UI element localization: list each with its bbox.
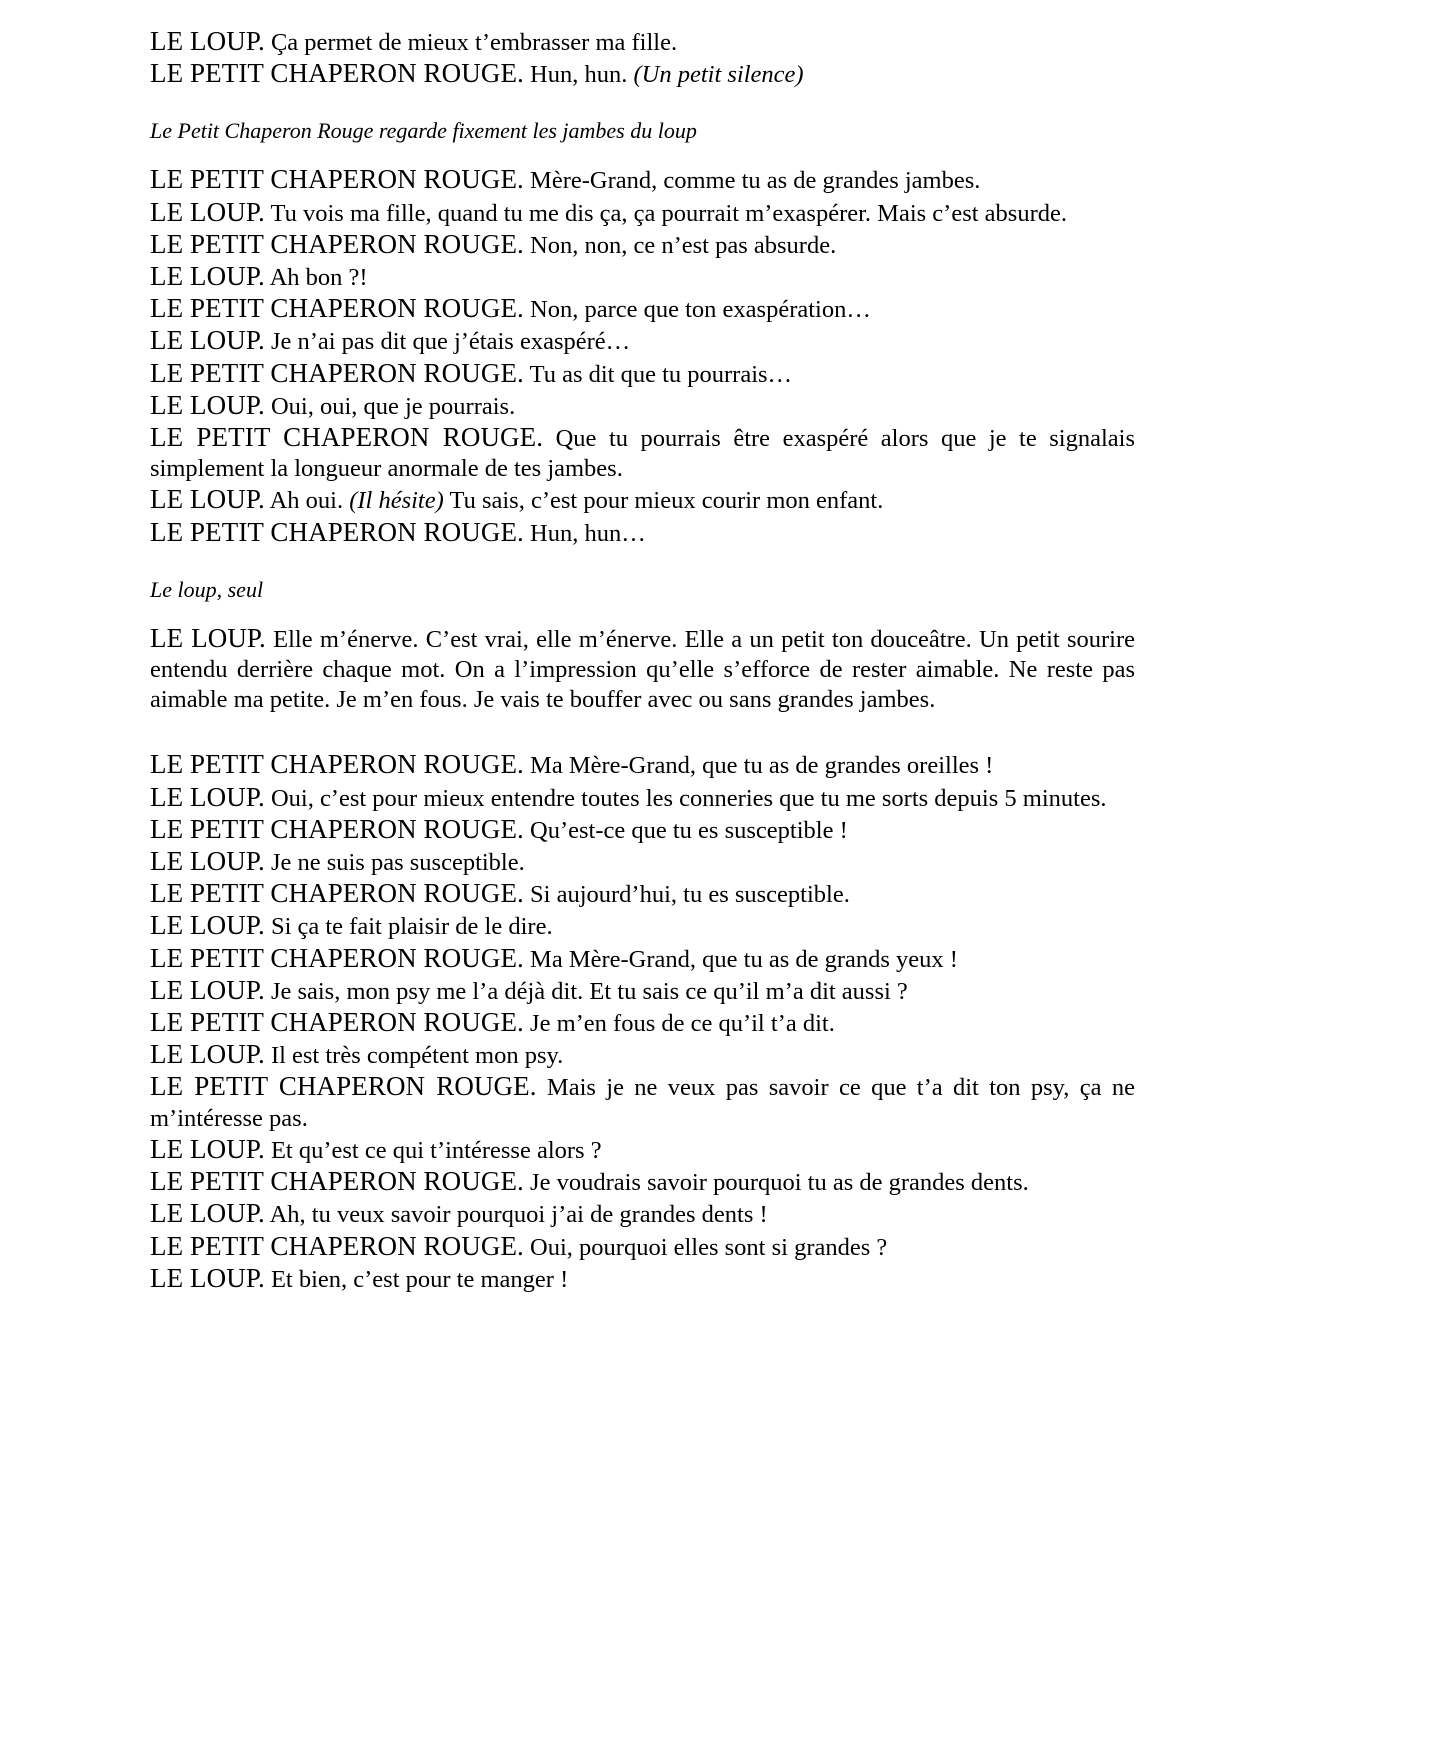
dialogue-line xyxy=(150,1134,1135,1166)
speaker-label: LE PETIT CHAPERON ROUGE. xyxy=(150,878,524,909)
speaker-label: LE LOUP. xyxy=(150,846,265,877)
speaker-label: LE PETIT CHAPERON ROUGE. xyxy=(150,813,524,844)
dialogue-text: Non, parce que ton exaspération… xyxy=(523,296,871,324)
monologue-text: Elle m’énerve. C’est vrai, elle m’énerve. Elle a un petit ton douceâtre. Un petit sourire entendu derrière chaque mot. On a l’impression qu’elle s’efforce de rester aimable. Ne reste pas aimable ma petite. Je m’en fous. Je vais te bouffer avec ou sans grandes jambes. xyxy=(150,625,1135,714)
speaker-label: LE LOUP. xyxy=(150,781,265,812)
dialogue-line xyxy=(150,910,1135,942)
dialogue-text: Tu vois ma fille, quand tu me dis ça, ça pourrait m’exaspérer. Mais c’est absurde. xyxy=(264,199,1067,227)
dialogue-text: Je sais, mon psy me l’a déjà dit. Et tu sais ce qu’il m’a dit aussi ? xyxy=(264,977,908,1005)
dialogue-text: Et qu’est ce qui t’intéresse alors ? xyxy=(264,1136,602,1164)
dialogue-text-after: Tu sais, c’est pour mieux courir mon enfant. xyxy=(443,487,884,515)
speaker-label: LE PETIT CHAPERON ROUGE. xyxy=(150,1007,524,1038)
inline-stage-direction: (Il hésite) xyxy=(349,487,444,515)
dialogue-line xyxy=(150,943,1135,975)
dialogue-line xyxy=(150,1039,1135,1071)
dialogue-text: Hun, hun… xyxy=(523,519,646,547)
dialogue-line xyxy=(150,1007,1135,1039)
script-body xyxy=(150,26,1135,1295)
speaker-label: LE PETIT CHAPERON ROUGE. xyxy=(150,357,524,388)
dialogue-line xyxy=(150,1231,1135,1263)
dialogue-line xyxy=(150,197,1135,229)
speaker-label: LE PETIT CHAPERON ROUGE. xyxy=(150,1166,524,1197)
dialogue-line xyxy=(150,814,1135,846)
stage-direction: Le Petit Chaperon Rouge regarde fixement les jambes du loup xyxy=(150,118,697,144)
speaker-label: LE PETIT CHAPERON ROUGE. xyxy=(150,516,524,547)
dialogue-line xyxy=(150,229,1135,261)
dialogue-text-before: Ah oui. xyxy=(264,487,350,515)
dialogue-line xyxy=(150,26,1135,58)
spacer xyxy=(150,90,1135,116)
speaker-label: LE LOUP. xyxy=(150,325,265,356)
dialogue-line xyxy=(150,517,1135,549)
speaker-label: LE PETIT CHAPERON ROUGE. xyxy=(150,164,524,195)
dialogue-text: Oui, oui, que je pourrais. xyxy=(264,392,516,420)
dialogue-line xyxy=(150,782,1135,814)
speaker-label: LE LOUP. xyxy=(150,1198,265,1229)
dialogue-line xyxy=(150,878,1135,910)
dialogue-text: Et bien, c’est pour te manger ! xyxy=(264,1265,569,1293)
dialogue-line xyxy=(150,846,1135,878)
speaker-label: LE LOUP. xyxy=(150,1039,265,1070)
dialogue-text: Il est très compétent mon psy. xyxy=(264,1042,564,1070)
speaker-label: LE LOUP. xyxy=(150,484,265,515)
dialogue-line xyxy=(150,422,1135,484)
speaker-label: LE PETIT CHAPERON ROUGE. xyxy=(150,58,524,89)
dialogue-text: Ah, tu veux savoir pourquoi j’ai de grandes dents ! xyxy=(264,1201,768,1229)
dialogue-text: Ah bon ?! xyxy=(264,264,368,292)
speaker-label: LE LOUP. xyxy=(150,1262,265,1293)
speaker-label: LE LOUP. xyxy=(150,622,266,653)
spacer xyxy=(150,549,1135,575)
speaker-label: LE PETIT CHAPERON ROUGE. xyxy=(150,228,524,259)
speaker-label: LE LOUP. xyxy=(150,196,265,227)
dialogue-text: Je n’ai pas dit que j’étais exaspéré… xyxy=(264,328,631,356)
dialogue-line xyxy=(150,1198,1135,1230)
speaker-label: LE LOUP. xyxy=(150,974,265,1005)
speaker-label: LE PETIT CHAPERON ROUGE. xyxy=(150,422,544,453)
dialogue-line xyxy=(150,58,1135,90)
speaker-label: LE PETIT CHAPERON ROUGE. xyxy=(150,293,524,324)
spacer xyxy=(150,715,1135,749)
dialogue-text: Je voudrais savoir pourquoi tu as de grandes dents. xyxy=(523,1169,1029,1197)
dialogue-text: Ma Mère-Grand, que tu as de grandes oreilles ! xyxy=(523,752,994,780)
dialogue-text: Mère-Grand, comme tu as de grandes jambes. xyxy=(523,167,981,195)
speaker-label: LE PETIT CHAPERON ROUGE. xyxy=(150,1071,537,1102)
dialogue-line xyxy=(150,293,1135,325)
dialogue-text: Je m’en fous de ce qu’il t’a dit. xyxy=(523,1010,835,1038)
dialogue-text: Oui, c’est pour mieux entendre toutes les conneries que tu me sorts depuis 5 minutes. xyxy=(264,784,1107,812)
dialogue-line xyxy=(150,975,1135,1007)
dialogue-line xyxy=(150,325,1135,357)
dialogue-line xyxy=(150,358,1135,390)
spacer xyxy=(150,146,1135,164)
dialogue-text: Je ne suis pas susceptible. xyxy=(264,849,525,877)
dialogue-text: Mais je ne veux pas savoir ce que t’a dit ton psy, ça ne m’intéresse pas. xyxy=(150,1074,1135,1132)
speaker-label: LE PETIT CHAPERON ROUGE. xyxy=(150,942,524,973)
dialogue-text: Qu’est-ce que tu es susceptible ! xyxy=(523,816,848,844)
speaker-label: LE LOUP. xyxy=(150,26,265,56)
stage-direction: Le loup, seul xyxy=(150,576,264,602)
dialogue-line xyxy=(150,1071,1135,1133)
dialogue-text: Que tu pourrais être exaspéré alors que je te signalais simplement la longueur anormale de tes jambes. xyxy=(150,425,1135,483)
inline-stage-direction: (Un petit silence) xyxy=(633,61,804,89)
speaker-label: LE PETIT CHAPERON ROUGE. xyxy=(150,749,524,780)
dialogue-text: Ma Mère-Grand, que tu as de grands yeux ! xyxy=(523,945,958,973)
dialogue-line xyxy=(150,261,1135,293)
dialogue-line xyxy=(150,484,1135,516)
dialogue-text: Tu as dit que tu pourrais… xyxy=(523,360,793,388)
speaker-label: LE LOUP. xyxy=(150,389,265,420)
dialogue-text: Hun, hun. xyxy=(523,61,634,89)
spacer xyxy=(150,605,1135,623)
dialogue-line xyxy=(150,164,1135,196)
dialogue-text: Si aujourd’hui, tu es susceptible. xyxy=(523,881,850,909)
speaker-label: LE LOUP. xyxy=(150,1133,265,1164)
monologue-paragraph xyxy=(150,623,1135,716)
dialogue-text: Oui, pourquoi elles sont si grandes ? xyxy=(523,1233,888,1261)
dialogue-line xyxy=(150,749,1135,781)
dialogue-line xyxy=(150,390,1135,422)
speaker-label: LE LOUP. xyxy=(150,910,265,941)
dialogue-text: Ça permet de mieux t’embrasser ma fille. xyxy=(264,29,678,56)
speaker-label: LE LOUP. xyxy=(150,261,265,292)
dialogue-line xyxy=(150,1166,1135,1198)
dialogue-text: Non, non, ce n’est pas absurde. xyxy=(523,231,837,259)
speaker-label: LE PETIT CHAPERON ROUGE. xyxy=(150,1230,524,1261)
dialogue-line xyxy=(150,1263,1135,1295)
dialogue-text: Si ça te fait plaisir de le dire. xyxy=(264,913,553,941)
